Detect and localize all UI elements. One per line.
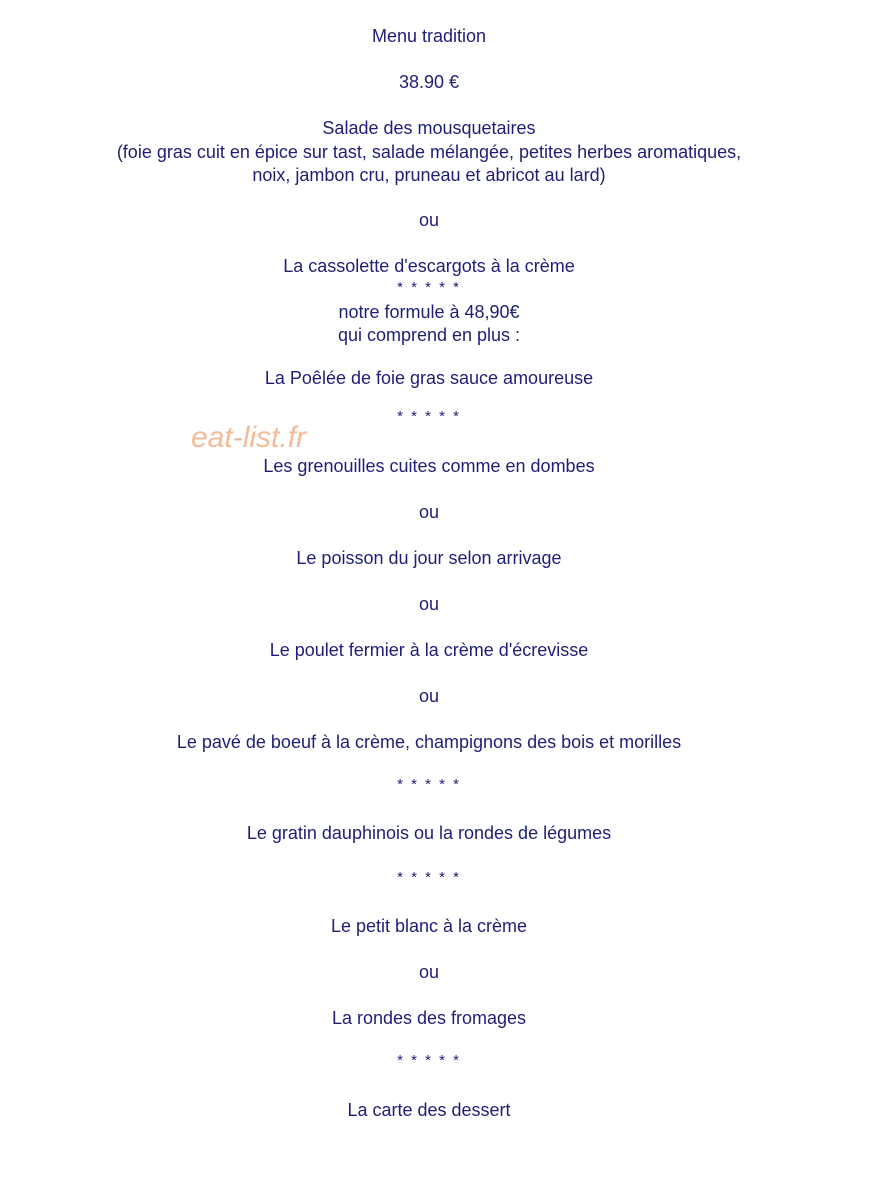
course-separator: * * * * * xyxy=(397,1052,461,1069)
cheese-option-1: Le petit blanc à la crème xyxy=(330,916,528,936)
or-separator: ou xyxy=(418,594,440,614)
starter-1-description-line-2: noix, jambon cru, pruneau et abricot au lard) xyxy=(252,165,606,185)
main-course-4: Le pavé de boeuf à la crème, champignons des bois et morilles xyxy=(176,732,682,752)
main-course-2: Le poisson du jour selon arrivage xyxy=(296,548,562,568)
menu-price: 38.90 € xyxy=(398,72,460,92)
course-separator: * * * * * xyxy=(397,408,461,425)
starter-1-name: Salade des mousquetaires xyxy=(322,118,536,138)
menu-title: Menu tradition xyxy=(371,26,487,46)
or-separator: ou xyxy=(418,210,440,230)
course-separator: * * * * * xyxy=(397,279,461,296)
or-separator: ou xyxy=(418,502,440,522)
main-course-1: Les grenouilles cuites comme en dombes xyxy=(263,456,595,476)
starter-1-description-line-1: (foie gras cuit en épice sur tast, salade mélangée, petites herbes aromatiques, xyxy=(116,142,742,162)
cheese-option-2: La rondes des fromages xyxy=(331,1008,527,1028)
main-course-3: Le poulet fermier à la crème d'écrevisse xyxy=(269,640,589,660)
or-separator: ou xyxy=(418,962,440,982)
formula-extra-dish: La Poêlée de foie gras sauce amoureuse xyxy=(264,368,594,388)
course-separator: * * * * * xyxy=(397,869,461,886)
side-dish: Le gratin dauphinois ou la rondes de légumes xyxy=(246,823,612,843)
course-separator: * * * * * xyxy=(397,776,461,793)
formula-line-1: notre formule à 48,90€ xyxy=(338,302,520,322)
formula-line-2: qui comprend en plus : xyxy=(337,325,521,345)
watermark: eat-list.fr xyxy=(191,421,307,454)
starter-2-name: La cassolette d'escargots à la crème xyxy=(283,256,575,276)
or-separator: ou xyxy=(418,686,440,706)
dessert-line: La carte des dessert xyxy=(347,1100,511,1120)
